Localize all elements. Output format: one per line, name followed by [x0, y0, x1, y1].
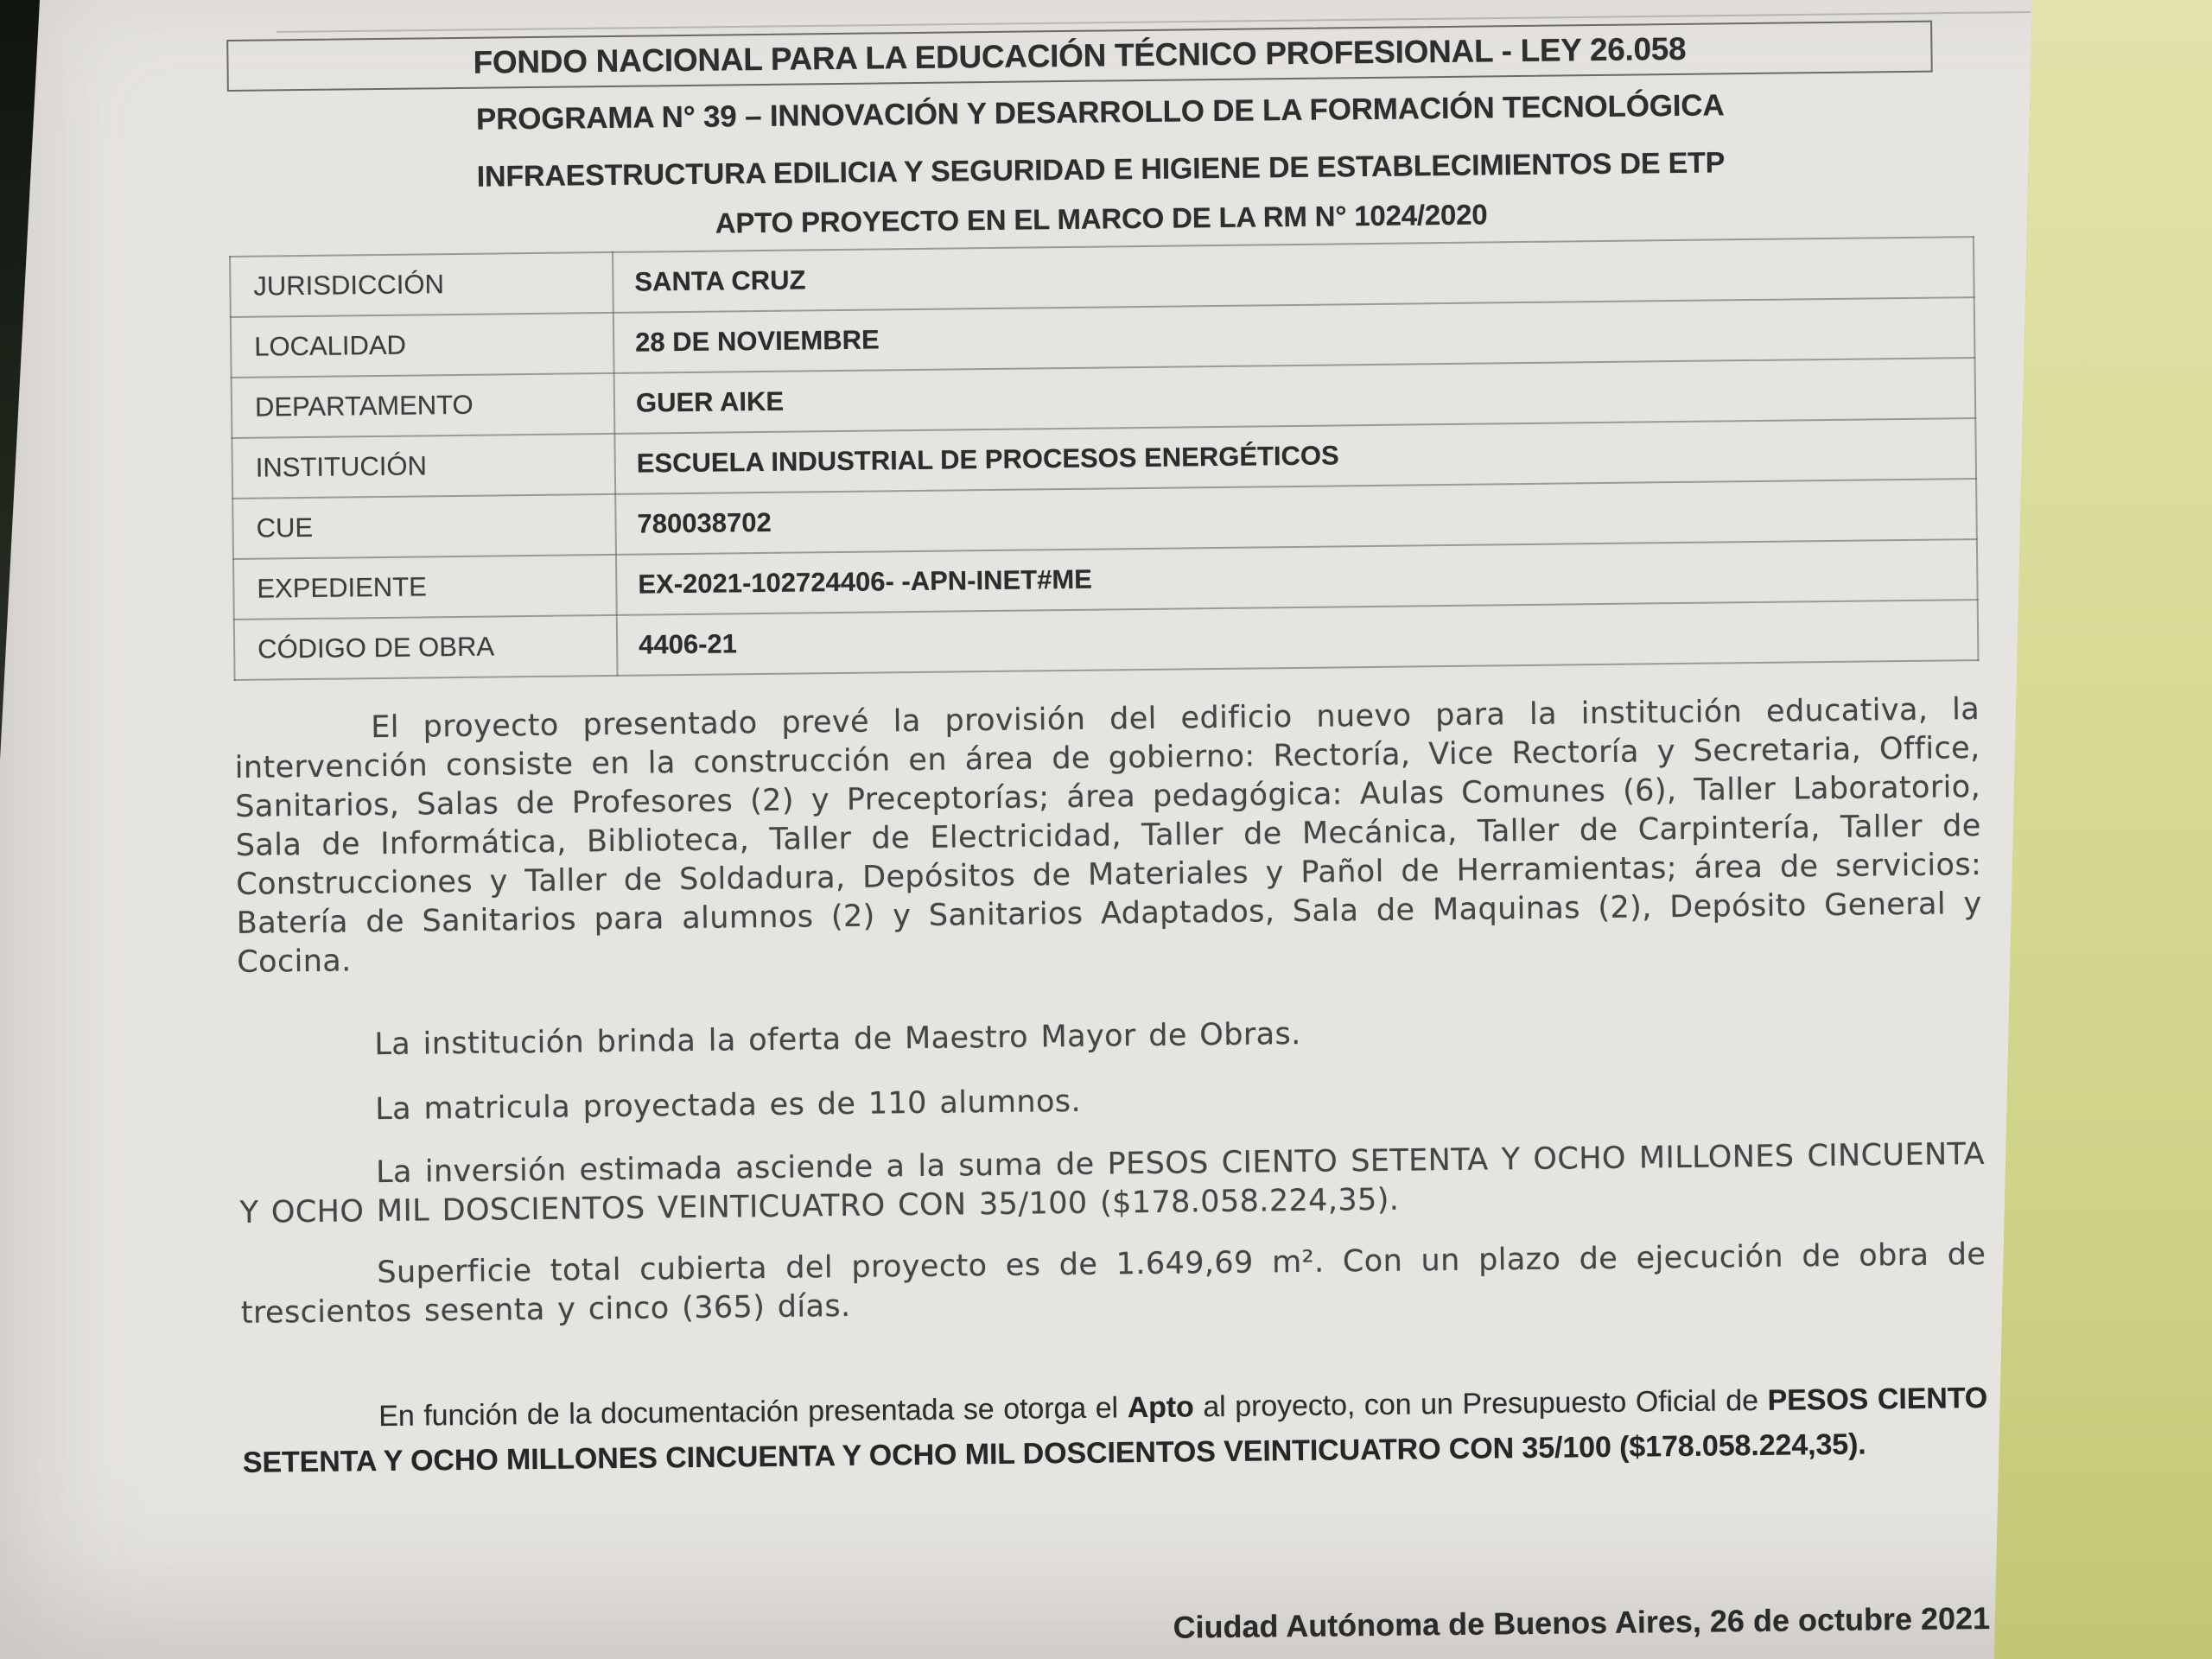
- approval-middle: al proyecto, con un Presupuesto Oficial de: [1193, 1383, 1768, 1424]
- row-value: SANTA CRUZ: [613, 237, 1974, 313]
- document-content: [226, 6, 1990, 1659]
- row-value: ESCUELA INDUSTRIAL DE PROCESOS ENERGÉTICOS: [614, 418, 1976, 494]
- info-table: [229, 236, 1979, 681]
- subtitle-program: PROGRAMA N° 39 – INNOVACIÓN Y DESARROLLO DE LA FORMACIÓN TECNOLÓGICA: [475, 88, 1725, 137]
- paragraph-offer: La institución brinda la oferta de Maestro Mayor de Obras.: [374, 1016, 1301, 1063]
- row-value: GUER AIKE: [614, 358, 1976, 434]
- row-label: CUE: [232, 494, 616, 559]
- row-value: EX-2021-102724406- -APN-INET#ME: [616, 539, 1978, 615]
- row-label: JURISDICCIÓN: [230, 252, 613, 317]
- paragraph-surface: Superficie total cubierta del proyecto es de 1.649,69 m². Con un plazo de ejecución de obra de trescientos sesenta y cinco (365) días.: [240, 1236, 1986, 1331]
- row-label: CÓDIGO DE OBRA: [234, 615, 618, 680]
- row-value: 28 DE NOVIEMBRE: [613, 297, 1975, 373]
- title-box: [226, 21, 1933, 92]
- approval-amount: PESOS CIENTO SETENTA Y OCHO MILLONES CINCUENTA Y OCHO MIL DOSCIENTOS VEINTICUATRO CON 35/100 ($178.058.224,35).: [242, 1381, 1988, 1479]
- row-value: 780038702: [615, 479, 1977, 555]
- row-label: INSTITUCIÓN: [232, 434, 615, 499]
- subtitle-infrastructure: INFRAESTRUCTURA EDILICIA Y SEGURIDAD E HIGIENE DE ESTABLECIMIENTOS DE ETP: [476, 146, 1726, 194]
- approval-lead: En función de la documentación presentada se otorga el: [378, 1391, 1128, 1433]
- row-value: 4406-21: [617, 600, 1979, 676]
- row-label: DEPARTAMENTO: [232, 373, 615, 438]
- row-label: LOCALIDAD: [231, 313, 614, 378]
- document-title: FONDO NACIONAL PARA LA EDUCACIÓN TÉCNICO PROFESIONAL - LEY 26.058: [473, 30, 1687, 80]
- subtitle-apto-proyecto: APTO PROYECTO EN EL MARCO DE LA RM N° 1024/2020: [715, 198, 1488, 239]
- row-label: EXPEDIENTE: [233, 555, 617, 620]
- paragraph-project-description: El proyecto presentado prevé la provisión del edificio nuevo para la institución educativa, la intervención consiste en la construcción en área de gobierno: Rectoría, Vice Rectoría y Secretaria, Office, Sanitarios, Salas de Profesores (2) y Preceptorías; área pedagógica: Aulas Comunes (6), Taller Laboratorio, Sala de Informática, Biblioteca, Taller de Electricidad, Taller de Mecánica, Taller de Carpintería, Taller de Construcciones y Taller de Soldadura, Depósitos de Materiales y Pañol de Herramientas; área de servicios: Batería de Sanitarios para alumnos (2) y Sanitarios Adaptados, Sala de Maquinas (2), Depósito General y Cocina.: [234, 692, 1982, 980]
- paragraph-enrollment: La matricula proyectada es de 110 alumnos.: [375, 1084, 1082, 1128]
- paragraph-approval: [242, 1376, 1988, 1485]
- paragraph-investment: La inversión estimada asciende a la suma de PESOS CIENTO SETENTA Y OCHO MILLONES CINCUENTA Y OCHO MIL DOSCIENTOS VEINTICUATRO CON 35/100 ($178.058.224,35).: [239, 1137, 1986, 1230]
- dateline: Ciudad Autónoma de Buenos Aires, 26 de octubre 2021: [1173, 1599, 1991, 1645]
- approval-apto-word: Apto: [1127, 1390, 1194, 1425]
